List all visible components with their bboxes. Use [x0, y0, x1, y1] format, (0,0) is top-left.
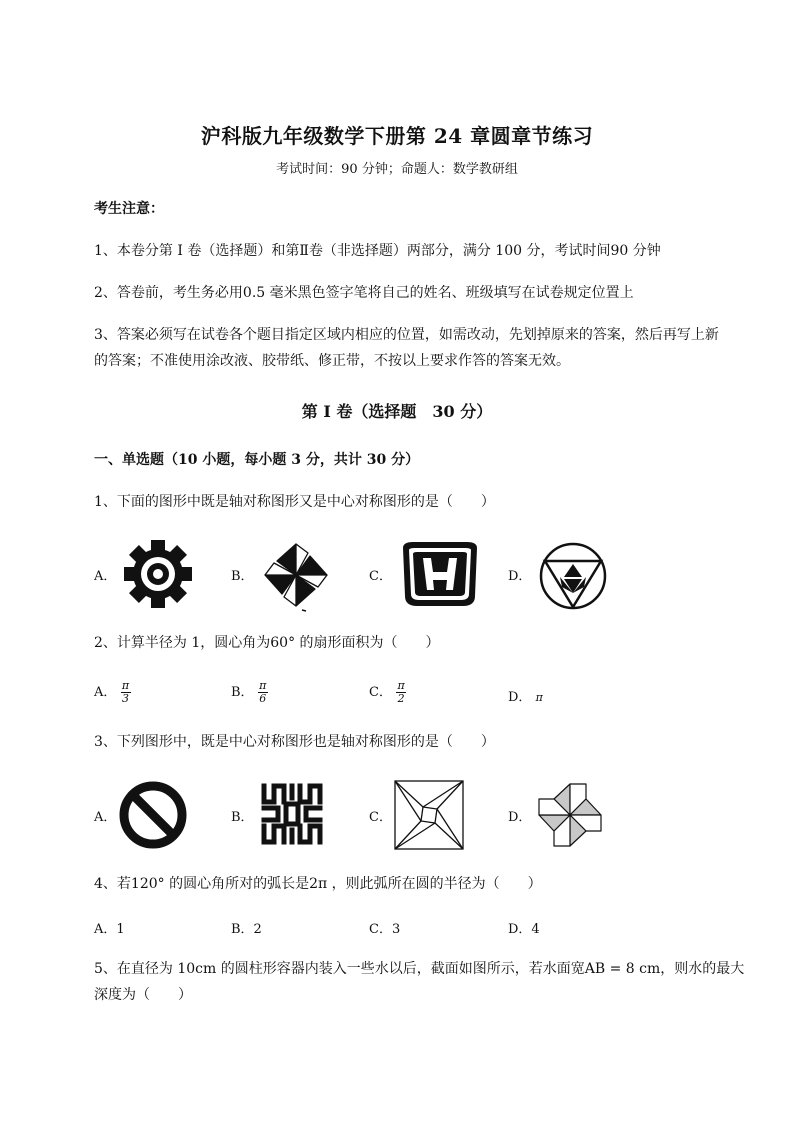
q2-option-b — [231, 680, 268, 705]
question-3-stem: 3、下列图形中，既是中心对称图形也是轴对称图形的是（ ） — [94, 734, 495, 750]
q4-option-b: B．2 — [231, 922, 262, 937]
question-5-stem-line2: 深度为（ ） — [94, 987, 192, 1003]
q4-option-a: A．1 — [94, 922, 125, 937]
pinwheel-figure — [262, 540, 330, 612]
gear-figure — [122, 538, 194, 610]
triangle-circle-figure — [538, 541, 608, 611]
q1-option-a-label: A． — [94, 569, 117, 584]
q2-option-d — [508, 686, 543, 705]
exam-info: 考试时间：90 分钟；命题人：数学教研组 — [276, 162, 518, 177]
question-5-stem-line1: 5、在直径为 10cm 的圆柱形容器内装入一些水以后，截面如图所示，若水面宽AB = 8 cm，则水的最大 — [94, 961, 745, 977]
q4-option-d: D．4 — [508, 922, 540, 937]
q2-option-c-label: C． — [369, 685, 392, 700]
notice-item-3-line1: 3、答案必须写在试卷各个题目指定区域内相应的位置，如需改动，先划掉原来的答案，然后再写上新 — [94, 327, 719, 343]
q1-option-b-label: B． — [231, 569, 254, 584]
notice-item-2: 2、答卷前，考生务必用0.5 毫米黑色签字笔将自己的姓名、班级填写在试卷规定位置上 — [94, 285, 634, 301]
q3-option-b-label: B． — [231, 810, 254, 825]
q2-option-c — [369, 680, 406, 705]
q3-option-a-label: A． — [94, 810, 117, 825]
knot-pattern-figure — [260, 782, 324, 846]
q2-option-a-label: A． — [94, 685, 117, 700]
fraction-pi-over-2: $\frac{\pi}{2}$ — [397, 679, 405, 705]
notice-item-1: 1、本卷分第 I 卷（选择题）和第Ⅱ卷（非选择题）两部分，满分 100 分，考试时间90 分钟 — [94, 243, 661, 259]
q1-option-d-label: D． — [508, 569, 532, 584]
q2-option-b-label: B． — [231, 685, 254, 700]
no-sign-figure — [118, 780, 188, 850]
h-logo-figure — [399, 540, 481, 608]
section-title: 第 I 卷（选择题 30 分） — [301, 402, 493, 421]
q2-option-d-value: π — [535, 691, 543, 704]
page-title: 沪科版九年级数学下册第 24 章圆章节练习 — [200, 124, 594, 148]
notice-heading: 考生注意： — [94, 201, 164, 217]
question-4-stem: 4、若120° 的圆心角所对的弧长是2π ，则此弧所在圆的半径为（ ） — [94, 876, 542, 892]
question-2-stem: 2、计算半径为 1，圆心角为60° 的扇形面积为（ ） — [94, 635, 440, 651]
fraction-pi-over-3: $\frac{\pi}{3}$ — [121, 679, 130, 705]
q4-option-c: C．3 — [369, 922, 401, 937]
notice-item-3-line2: 的答案；不准使用涂改液、胶带纸、修正带，不按以上要求作答的答案无效。 — [94, 353, 570, 369]
fraction-pi-over-6: $\frac{\pi}{6}$ — [259, 679, 267, 705]
q2-option-a — [94, 680, 131, 705]
q1-option-c-label: C． — [369, 569, 392, 584]
question-1-stem: 1、下面的图形中既是轴对称图形又是中心对称图形的是（ ） — [94, 494, 495, 510]
q2-option-d-label: D． — [508, 690, 532, 705]
q3-option-c-label: C． — [369, 810, 392, 825]
gray-pinwheel-figure — [536, 782, 604, 848]
tilted-square-figure — [394, 780, 464, 850]
q3-option-d-label: D． — [508, 810, 532, 825]
part-heading: 一、单选题（10 小题，每小题 3 分，共计 30 分） — [94, 452, 420, 468]
